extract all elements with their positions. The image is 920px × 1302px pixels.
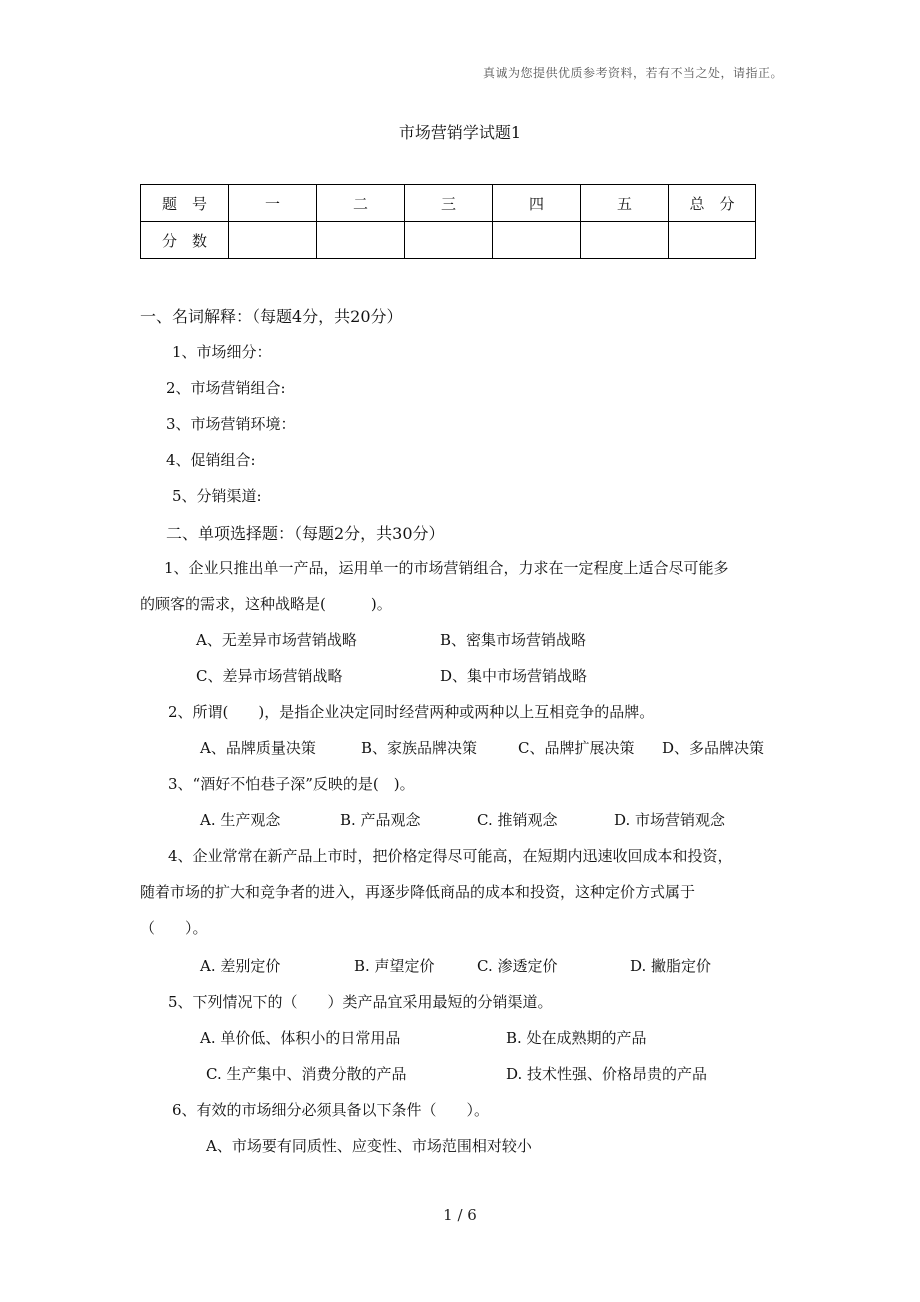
option-d: D. 市场营销观念 (614, 811, 726, 829)
score-input-cell[interactable] (493, 222, 581, 259)
option-b: B. 声望定价 (354, 957, 435, 975)
question-text: 3、“酒好不怕巷子深”反映的是( )。 (168, 775, 415, 793)
page-number: 1 / 6 (443, 1206, 477, 1224)
question-text: 1、企业只推出单一产品，运用单一的市场营销组合，力求在一定程度上适合尽可能多 (164, 559, 729, 577)
score-input-cell[interactable] (405, 222, 493, 259)
option-d: D、集中市场营销战略 (440, 667, 588, 685)
score-cell: 四 (493, 185, 581, 222)
term-item: 5、分销渠道: (172, 487, 262, 505)
option-d: D. 技术性强、价格昂贵的产品 (506, 1065, 708, 1083)
score-cell: 二 (317, 185, 405, 222)
score-input-cell[interactable] (669, 222, 756, 259)
term-item: 4、促销组合: (166, 451, 256, 469)
score-cell: 三 (405, 185, 493, 222)
option-c: C、差异市场营销战略 (196, 667, 343, 685)
option-a: A、品牌质量决策 (200, 739, 316, 757)
option-b: B. 产品观念 (340, 811, 421, 829)
term-item: 3、市场营销环境： (166, 415, 296, 433)
score-cell: 五 (581, 185, 669, 222)
section1-heading: 一、名词解释：（每题4分，共20分） (140, 307, 403, 326)
score-cell: 一 (229, 185, 317, 222)
score-input-cell[interactable] (581, 222, 669, 259)
score-input-cell[interactable] (317, 222, 405, 259)
option-b: B、密集市场营销战略 (440, 631, 587, 649)
option-a: A. 生产观念 (200, 811, 281, 829)
score-input-cell[interactable] (229, 222, 317, 259)
term-item: 1、市场细分： (172, 343, 272, 361)
option-c: C. 渗透定价 (477, 957, 558, 975)
question-text: 随着市场的扩大和竞争者的进入，再逐步降低商品的成本和投资，这种定价方式属于 (140, 883, 696, 901)
question-text: 5、下列情况下的（ ）类产品宜采用最短的分销渠道。 (168, 993, 553, 1011)
question-text: 4、企业常常在新产品上市时，把价格定得尽可能高，在短期内迅速收回成本和投资， (168, 847, 733, 865)
question-text: 2、所谓( )，是指企业决定同时经营两种或两种以上互相竞争的品牌。 (168, 703, 655, 721)
option-d: D、多品牌决策 (662, 739, 765, 757)
score-table-header-row (141, 185, 756, 222)
page-title: 市场营销学试题1 (398, 123, 522, 142)
question-text: （ ）。 (140, 919, 208, 937)
option-a: A、市场要有同质性、应变性、市场范围相对较小 (206, 1137, 532, 1155)
option-c: C. 推销观念 (477, 811, 558, 829)
option-a: A、无差异市场营销战略 (196, 631, 357, 649)
section2-heading: 二、单项选择题：（每题2分，共30分） (166, 524, 445, 543)
option-d: D. 撇脂定价 (630, 957, 712, 975)
score-table (140, 184, 756, 259)
option-a: A. 差别定价 (200, 957, 281, 975)
term-item: 2、市场营销组合: (166, 379, 286, 397)
option-c: C. 生产集中、消费分散的产品 (206, 1065, 407, 1083)
score-row-label: 分 数 (141, 222, 229, 259)
option-c: C、品牌扩展决策 (518, 739, 635, 757)
question-text: 6、有效的市场细分必须具备以下条件（ ）。 (172, 1101, 490, 1119)
header-note: 真诚为您提供优质参考资料，若有不当之处，请指正。 (482, 66, 783, 80)
score-cell: 总 分 (669, 185, 756, 222)
question-text: 的顾客的需求，这种战略是( )。 (140, 595, 392, 613)
option-b: B. 处在成熟期的产品 (506, 1029, 647, 1047)
option-b: B、家族品牌决策 (361, 739, 478, 757)
score-table-score-row (141, 222, 756, 259)
score-cell: 题 号 (141, 185, 229, 222)
option-a: A. 单价低、体积小的日常用品 (200, 1029, 401, 1047)
